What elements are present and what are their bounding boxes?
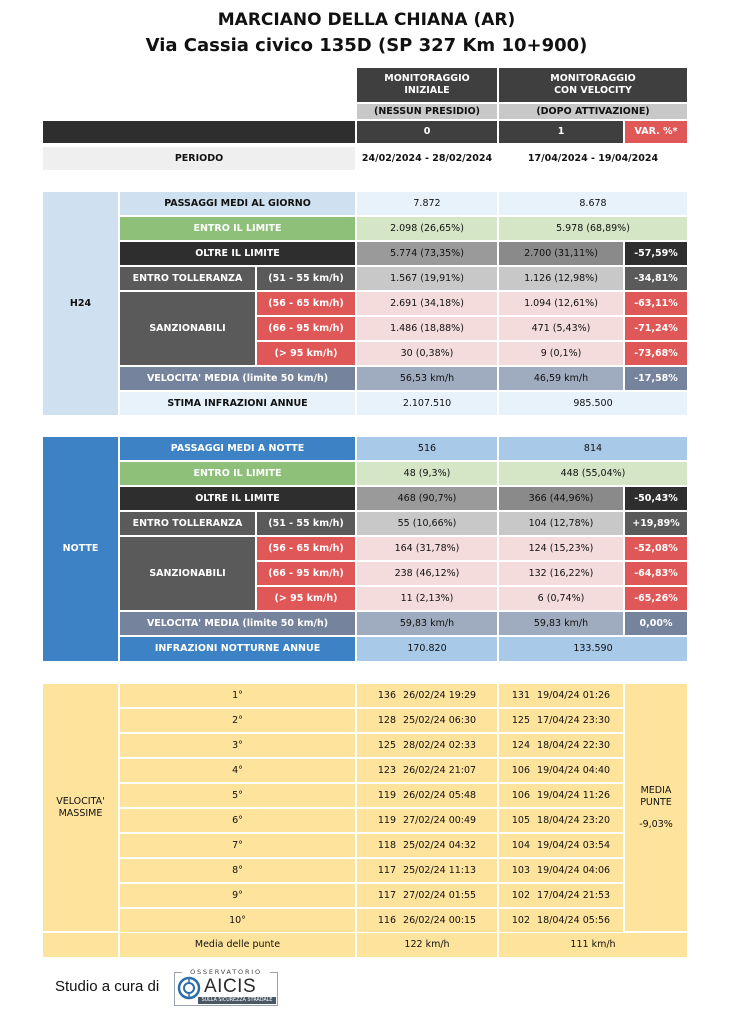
h24-s1-v0: 2.691 (34,18%) <box>357 292 497 315</box>
velmax-speed: 106 <box>511 789 531 801</box>
h24-oltre-label: OLTRE IL LIMITE <box>120 242 355 265</box>
h24-passaggi-label: PASSAGGI MEDI AL GIORNO <box>120 192 355 215</box>
monitor-num-velocity: 1 <box>499 121 623 143</box>
velmax-datetime: 19/04/24 01:26 <box>537 689 611 701</box>
velmax-velocity-cell <box>499 834 623 857</box>
velmax-media-column <box>625 684 687 931</box>
velmax-datetime: 19/04/24 03:54 <box>537 839 611 851</box>
h24-sanzionabili-label: SANZIONABILI <box>120 292 255 365</box>
velmax-velocity-cell <box>499 809 623 832</box>
notte-passaggi-v0: 516 <box>357 437 497 460</box>
var-header: VAR. %* <box>625 121 687 143</box>
h24-s3-v1: 9 (0,1%) <box>499 342 623 365</box>
velmax-datetime: 17/04/24 21:53 <box>537 889 611 901</box>
velmax-velocity-cell <box>499 784 623 807</box>
notte-entro-label: ENTRO IL LIMITE <box>120 462 355 485</box>
notte-s1-var: -52,08% <box>625 537 687 560</box>
velmax-rank: 2° <box>120 709 355 732</box>
velmax-speed: 102 <box>511 914 531 926</box>
period-label: PERIODO <box>43 147 355 170</box>
notte-tolleranza-v1: 104 (12,78%) <box>499 512 623 535</box>
notte-velocita-label: VELOCITA' MEDIA (limite 50 km/h) <box>120 612 355 635</box>
velmax-rank: 5° <box>120 784 355 807</box>
notte-velocita-var: 0,00% <box>625 612 687 635</box>
notte-oltre-label: OLTRE IL LIMITE <box>120 487 355 510</box>
velmax-speed: 125 <box>511 714 531 726</box>
notte-infrazioni-label: INFRAZIONI NOTTURNE ANNUE <box>120 637 355 661</box>
velmax-group-label: VELOCITA' MASSIME <box>43 684 118 931</box>
velmax-datetime: 18/04/24 23:20 <box>537 814 611 826</box>
notte-infrazioni-v1: 133.590 <box>499 637 687 661</box>
velmax-velocity-cell <box>499 759 623 782</box>
notte-tolleranza-range: (51 - 55 km/h) <box>257 512 355 535</box>
h24-stima-v1: 985.500 <box>499 392 687 415</box>
h24-s2-v0: 1.486 (18,88%) <box>357 317 497 340</box>
velmax-speed: 136 <box>377 689 397 701</box>
h24-tolleranza-v0: 1.567 (19,91%) <box>357 267 497 290</box>
velmax-initial-cell <box>357 859 497 882</box>
velmax-speed: 124 <box>511 739 531 751</box>
velmax-datetime: 26/02/24 19:29 <box>403 689 477 701</box>
velmax-initial-cell <box>357 684 497 707</box>
velmax-initial-cell <box>357 709 497 732</box>
notte-s1-range: (56 - 65 km/h) <box>257 537 355 560</box>
h24-velocita-v0: 56,53 km/h <box>357 367 497 390</box>
velmax-rank: 4° <box>120 759 355 782</box>
h24-tolleranza-label: ENTRO TOLLERANZA <box>120 267 255 290</box>
velmax-velocity-cell <box>499 859 623 882</box>
velmax-rank: 10° <box>120 909 355 932</box>
h24-velocita-var: -17,58% <box>625 367 687 390</box>
velmax-speed: 104 <box>511 839 531 851</box>
notte-s2-var: -64,83% <box>625 562 687 585</box>
velmax-initial-cell <box>357 784 497 807</box>
velmax-datetime: 25/02/24 04:32 <box>403 839 477 851</box>
h24-entro-v0: 2.098 (26,65%) <box>357 217 497 240</box>
footer-studio-text: Studio a cura di <box>55 978 160 995</box>
logo-name-text: AICIS <box>204 976 257 997</box>
subheader-velocity: (DOPO ATTIVAZIONE) <box>499 104 687 119</box>
velmax-datetime: 27/02/24 00:49 <box>403 814 477 826</box>
h24-tolleranza-range: (51 - 55 km/h) <box>257 267 355 290</box>
h24-passaggi-v1: 8.678 <box>499 192 687 215</box>
logo-sub-text: SULLA SICUREZZA STRADALE <box>198 997 276 1004</box>
h24-oltre-v1: 2.700 (31,11%) <box>499 242 623 265</box>
velmax-datetime: 25/02/24 11:13 <box>403 864 477 876</box>
velmax-rank: 7° <box>120 834 355 857</box>
notte-oltre-var: -50,43% <box>625 487 687 510</box>
h24-velocita-v1: 46,59 km/h <box>499 367 623 390</box>
velmax-datetime: 17/04/24 23:30 <box>537 714 611 726</box>
velmax-datetime: 28/02/24 02:33 <box>403 739 477 751</box>
header-blank-bar <box>43 121 355 143</box>
notte-tolleranza-label: ENTRO TOLLERANZA <box>120 512 255 535</box>
velmax-datetime: 27/02/24 01:55 <box>403 889 477 901</box>
velmax-speed: 117 <box>377 864 397 876</box>
velmax-velocity-cell <box>499 709 623 732</box>
notte-group-label: NOTTE <box>43 437 118 661</box>
notte-entro-v1: 448 (55,04%) <box>499 462 687 485</box>
velmax-initial-cell <box>357 909 497 932</box>
velmax-datetime: 19/04/24 04:40 <box>537 764 611 776</box>
h24-group-label: H24 <box>43 192 118 415</box>
h24-stima-v0: 2.107.510 <box>357 392 497 415</box>
velmax-initial-cell <box>357 884 497 907</box>
velmax-speed: 106 <box>511 764 531 776</box>
velmax-media-row-v0: 122 km/h <box>357 933 497 957</box>
h24-s1-range: (56 - 65 km/h) <box>257 292 355 315</box>
notte-oltre-v1: 366 (44,96%) <box>499 487 623 510</box>
velmax-media-row-label: Media delle punte <box>120 933 355 957</box>
subheader-initial: (NESSUN PRESIDIO) <box>357 104 497 119</box>
velmax-speed: 128 <box>377 714 397 726</box>
page-title: MARCIANO DELLA CHIANA (AR) <box>217 10 516 30</box>
velmax-datetime: 18/04/24 22:30 <box>537 739 611 751</box>
h24-passaggi-v0: 7.872 <box>357 192 497 215</box>
notte-s3-v0: 11 (2,13%) <box>357 587 497 610</box>
page-subtitle: Via Cassia civico 135D (SP 327 Km 10+900) <box>145 35 588 56</box>
h24-tolleranza-v1: 1.126 (12,98%) <box>499 267 623 290</box>
notte-velocita-v0: 59,83 km/h <box>357 612 497 635</box>
h24-s1-var: -63,11% <box>625 292 687 315</box>
velmax-speed: 105 <box>511 814 531 826</box>
h24-entro-label: ENTRO IL LIMITE <box>120 217 355 240</box>
h24-oltre-v0: 5.774 (73,35%) <box>357 242 497 265</box>
h24-s2-range: (66 - 95 km/h) <box>257 317 355 340</box>
notte-entro-v0: 48 (9,3%) <box>357 462 497 485</box>
velmax-speed: 119 <box>377 814 397 826</box>
h24-oltre-var: -57,59% <box>625 242 687 265</box>
velmax-speed: 116 <box>377 914 397 926</box>
notte-s3-var: -65,26% <box>625 587 687 610</box>
velmax-datetime: 26/02/24 21:07 <box>403 764 477 776</box>
notte-oltre-v0: 468 (90,7%) <box>357 487 497 510</box>
period-velocity: 17/04/2024 - 19/04/2024 <box>527 152 659 164</box>
notte-s2-v1: 132 (16,22%) <box>499 562 623 585</box>
velmax-media-row-v1: 111 km/h <box>499 933 687 957</box>
velmax-datetime: 19/04/24 11:26 <box>537 789 611 801</box>
notte-sanzionabili-label: SANZIONABILI <box>120 537 255 610</box>
velmax-speed: 123 <box>377 764 397 776</box>
notte-passaggi-label: PASSAGGI MEDI A NOTTE <box>120 437 355 460</box>
velmax-media-row-blank <box>43 933 118 957</box>
monitor-num-initial: 0 <box>357 121 497 143</box>
velmax-speed: 117 <box>377 889 397 901</box>
velmax-speed: 119 <box>377 789 397 801</box>
notte-tolleranza-var: +19,89% <box>625 512 687 535</box>
velmax-velocity-cell <box>499 734 623 757</box>
h24-s2-var: -71,24% <box>625 317 687 340</box>
h24-s3-v0: 30 (0,38%) <box>357 342 497 365</box>
notte-s2-v0: 238 (46,12%) <box>357 562 497 585</box>
header-initial: MONITORAGGIO INIZIALE <box>357 68 497 102</box>
velmax-initial-cell <box>357 809 497 832</box>
velmax-rank: 3° <box>120 734 355 757</box>
h24-entro-v1: 5.978 (68,89%) <box>499 217 687 240</box>
velmax-speed: 103 <box>511 864 531 876</box>
h24-velocita-label: VELOCITA' MEDIA (limite 50 km/h) <box>120 367 355 390</box>
h24-stima-label: STIMA INFRAZIONI ANNUE <box>120 392 355 415</box>
velmax-speed: 102 <box>511 889 531 901</box>
velmax-media-label: MEDIA PUNTE <box>640 784 672 808</box>
notte-s3-v1: 6 (0,74%) <box>499 587 623 610</box>
h24-s3-var: -73,68% <box>625 342 687 365</box>
velmax-datetime: 18/04/24 05:56 <box>537 914 611 926</box>
velmax-rank: 1° <box>120 684 355 707</box>
notte-infrazioni-v0: 170.820 <box>357 637 497 661</box>
velmax-rank: 9° <box>120 884 355 907</box>
velmax-speed: 125 <box>377 739 397 751</box>
velmax-velocity-cell <box>499 909 623 932</box>
velmax-speed: 118 <box>377 839 397 851</box>
velmax-rank: 8° <box>120 859 355 882</box>
notte-s3-range: (> 95 km/h) <box>257 587 355 610</box>
header-velocity: MONITORAGGIO CON VELOCITY <box>499 68 687 102</box>
velmax-initial-cell <box>357 759 497 782</box>
h24-s3-range: (> 95 km/h) <box>257 342 355 365</box>
aicis-logo <box>174 966 278 1006</box>
notte-s1-v0: 164 (31,78%) <box>357 537 497 560</box>
velmax-velocity-cell <box>499 884 623 907</box>
notte-velocita-v1: 59,83 km/h <box>499 612 623 635</box>
velmax-initial-cell <box>357 834 497 857</box>
velmax-velocity-cell <box>499 684 623 707</box>
notte-tolleranza-v0: 55 (10,66%) <box>357 512 497 535</box>
velmax-rank: 6° <box>120 809 355 832</box>
notte-passaggi-v1: 814 <box>499 437 687 460</box>
velmax-media-var: -9,03% <box>639 818 673 830</box>
velmax-datetime: 26/02/24 05:48 <box>403 789 477 801</box>
h24-s1-v1: 1.094 (12,61%) <box>499 292 623 315</box>
velmax-speed: 131 <box>511 689 531 701</box>
h24-s2-v1: 471 (5,43%) <box>499 317 623 340</box>
velmax-initial-cell <box>357 734 497 757</box>
velmax-datetime: 25/02/24 06:30 <box>403 714 477 726</box>
notte-s2-range: (66 - 95 km/h) <box>257 562 355 585</box>
notte-s1-v1: 124 (15,23%) <box>499 537 623 560</box>
logo-top-text: OSSERVATORIO <box>190 968 262 976</box>
period-initial: 24/02/2024 - 28/02/2024 <box>361 152 493 164</box>
h24-tolleranza-var: -34,81% <box>625 267 687 290</box>
velmax-datetime: 19/04/24 04:06 <box>537 864 611 876</box>
velmax-datetime: 26/02/24 00:15 <box>403 914 477 926</box>
